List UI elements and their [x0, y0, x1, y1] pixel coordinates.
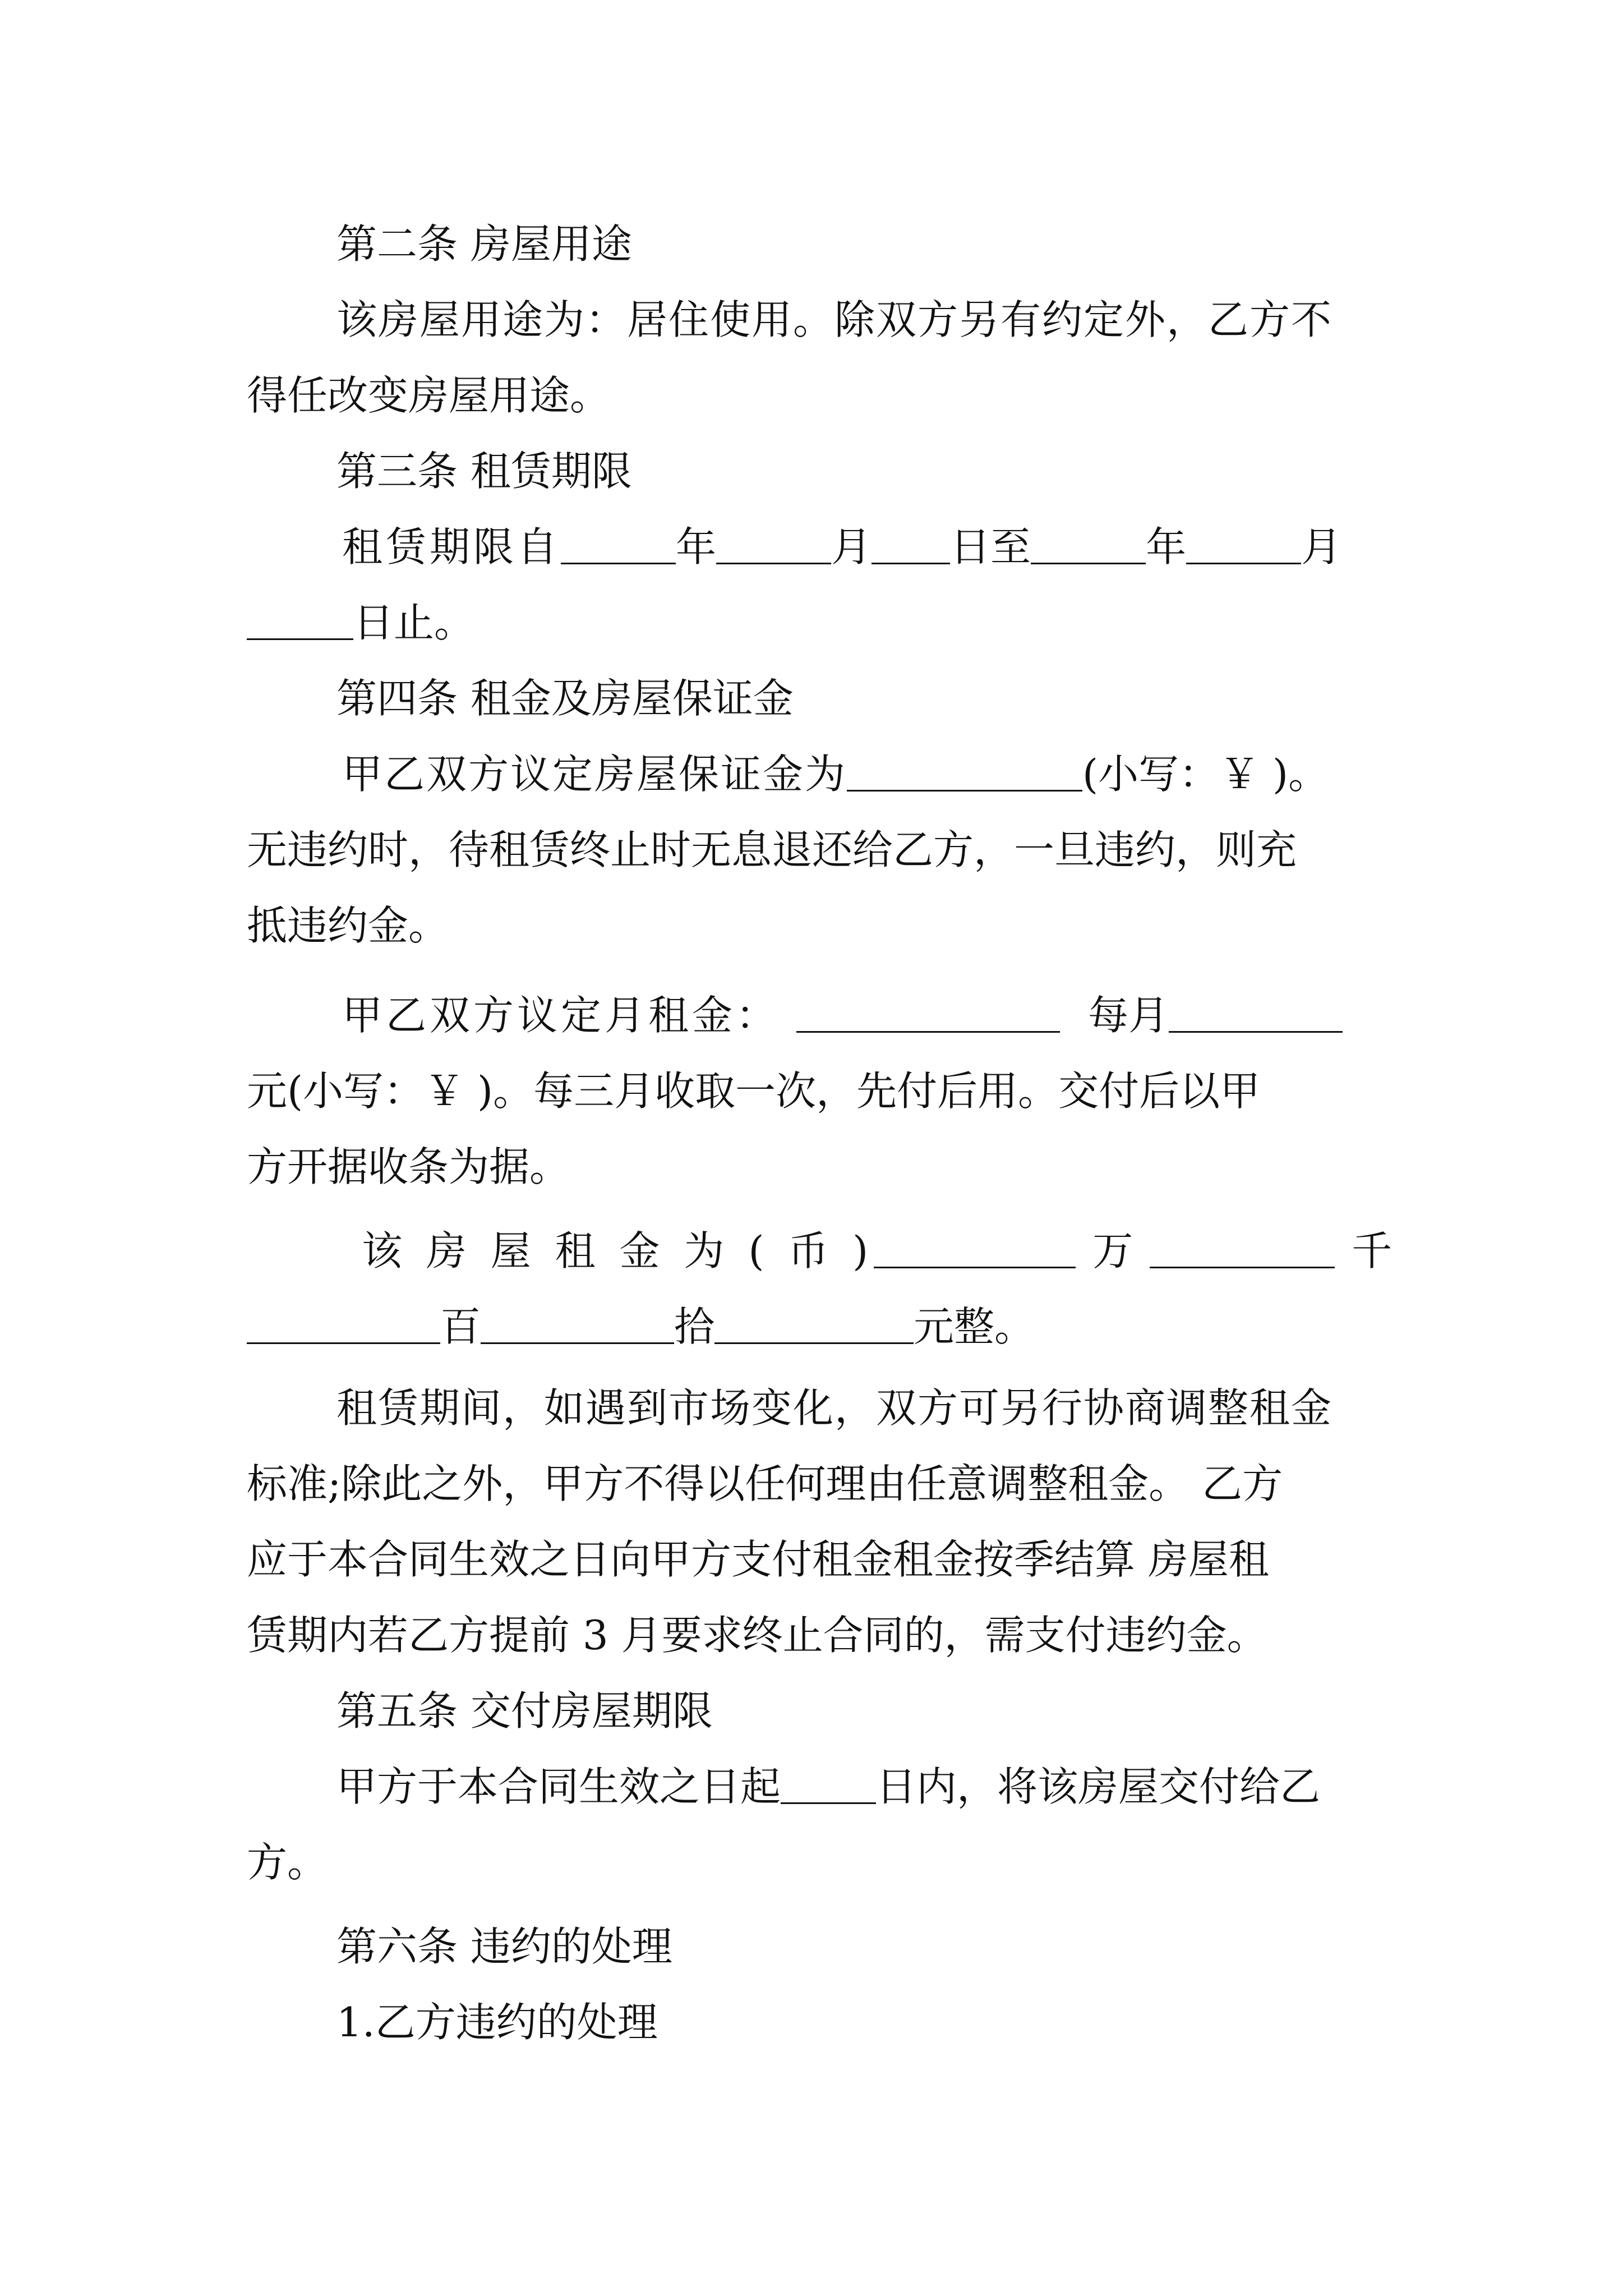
blank-monthly-rent[interactable]	[796, 994, 1060, 1033]
monthly-rent-label: 甲乙双方议定月租金：	[342, 992, 780, 1039]
blank-thousands[interactable]	[1150, 1230, 1335, 1268]
article-4-adjust-line-1: 租赁期间，如遇到市场变化，双方可另行协商调整租金	[336, 1384, 1333, 1432]
article-4-adjust-line-2: 标准;除此之外，甲方不得以任何理由任意调整租金。 乙方	[247, 1460, 1283, 1507]
blank-yuan[interactable]	[714, 1305, 914, 1344]
article-4-adjust-line-4: 赁期内若乙方提前 3 月要求终止合同的，需支付违约金。	[247, 1612, 1267, 1659]
delivery-label: 甲方于本合同生效之日起	[336, 1763, 781, 1810]
article-4-heading: 第四条 租金及房屋保证金	[336, 675, 794, 722]
month-label: 月	[831, 523, 872, 570]
blank-start-year[interactable]	[561, 526, 676, 564]
article-2-paragraph-line-1: 该房屋用途为：居住使用。除双方另有约定外，乙方不	[336, 296, 1333, 343]
article-2-paragraph-line-2: 得任改变房屋用途。	[247, 372, 611, 419]
deposit-lowercase-label: (小写：￥ )。	[1082, 751, 1329, 798]
blank-deposit-amount[interactable]	[847, 753, 1082, 792]
deposit-label: 甲乙双方议定房屋保证金为	[342, 751, 847, 798]
blank-tens[interactable]	[481, 1305, 674, 1344]
blank-hundreds[interactable]	[247, 1305, 440, 1344]
article-3-paragraph-line-2	[247, 592, 474, 654]
article-5-paragraph-line-1	[336, 1756, 1320, 1818]
article-4-adjust-line-3: 应于本合同生效之日向甲方支付租金租金按季结算 房屋租	[247, 1536, 1269, 1583]
article-3-heading: 第三条 租赁期限	[336, 448, 632, 495]
article-4-rent-amount-line-1	[362, 1220, 1392, 1282]
lease-from-label: 租赁期限自	[342, 523, 561, 570]
blank-per-month-amount[interactable]	[1169, 994, 1343, 1033]
per-month-label: 每月	[1088, 992, 1169, 1039]
article-4-deposit-line-2: 无违约时，待租赁终止时无息退还给乙方，一旦违约，则充	[247, 826, 1297, 873]
yuan-whole-label: 元整。	[914, 1303, 1035, 1350]
article-4-deposit-line-1	[342, 743, 1329, 805]
blank-start-month[interactable]	[716, 526, 831, 564]
article-2-heading: 第二条 房屋用途	[336, 220, 632, 268]
blank-start-day[interactable]	[872, 526, 950, 564]
blank-delivery-days[interactable]	[781, 1765, 876, 1804]
article-6-heading: 第六条 违约的处理	[336, 1923, 672, 1970]
blank-end-month[interactable]	[1186, 526, 1301, 564]
day-end-label: 日止。	[353, 599, 475, 646]
month-label-2: 月	[1301, 523, 1342, 570]
year-label: 年	[676, 523, 717, 570]
ten-thousand-label: 万	[1092, 1227, 1133, 1274]
article-4-rent-line-1	[342, 984, 1343, 1046]
day-to-label: 日至	[950, 523, 1031, 570]
blank-end-year[interactable]	[1031, 526, 1146, 564]
article-4-rent-line-3: 方开据收条为据。	[247, 1143, 570, 1190]
blank-end-day[interactable]	[247, 601, 353, 640]
blank-ten-thousands[interactable]	[874, 1230, 1076, 1268]
article-3-paragraph-line-1	[342, 516, 1341, 578]
article-5-paragraph-line-2: 方。	[247, 1839, 328, 1886]
article-4-deposit-line-3: 抵违约金。	[247, 902, 449, 949]
delivery-label-2: 日内，将该房屋交付给乙	[876, 1763, 1321, 1810]
year-label-2: 年	[1146, 523, 1187, 570]
article-4-rent-amount-line-2	[247, 1296, 1035, 1358]
rent-currency-label: 该 房 屋 租 金 为 ( 币 )	[362, 1227, 874, 1274]
ten-label: 拾	[674, 1303, 715, 1350]
article-5-heading: 第五条 交付房屋期限	[336, 1687, 713, 1734]
thousand-label: 千	[1352, 1227, 1393, 1274]
hundred-label: 百	[440, 1303, 481, 1350]
article-4-rent-line-2: 元(小写：￥ )。每三月收取一次，先付后用。交付后以甲	[247, 1068, 1261, 1115]
article-6-item-1: 1.乙方违约的处理	[336, 1999, 658, 2046]
